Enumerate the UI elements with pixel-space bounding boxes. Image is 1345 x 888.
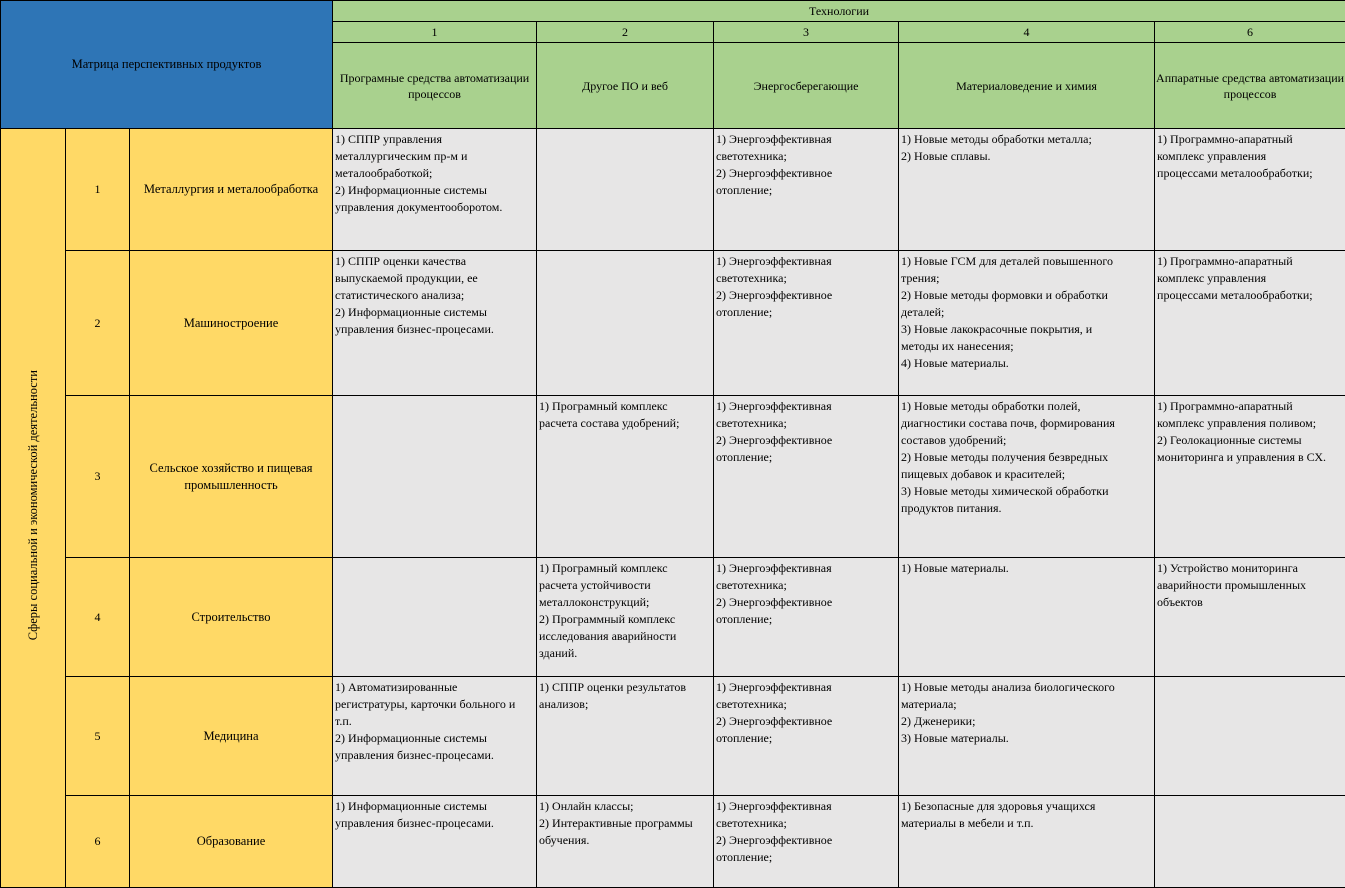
product-item-line: 4) Новые материалы.: [901, 355, 1152, 372]
product-item-line: светотехника;: [716, 270, 896, 287]
product-item-line: исследования аварийности: [539, 628, 711, 645]
product-item-line: 3) Новые методы химической обработки: [901, 483, 1152, 500]
technologies-header: Технологии: [333, 1, 1345, 22]
product-item-line: комплекс управления: [1157, 148, 1343, 165]
product-item-line: 2) Информационные системы: [335, 182, 534, 199]
product-cell: [1155, 396, 1345, 558]
product-item-line: 2) Энергоэффективное: [716, 832, 896, 849]
product-item-line: 1) Програмный комплекс: [539, 398, 711, 415]
product-cell: [1155, 129, 1345, 251]
product-item-line: 1) Автоматизированные: [335, 679, 534, 696]
product-item-line: 1) Новые методы обработки металла;: [901, 131, 1152, 148]
product-item-line: отопление;: [716, 182, 896, 199]
product-item-line: управления документооборотом.: [335, 199, 534, 216]
product-item-line: комплекс управления поливом;: [1157, 415, 1343, 432]
product-cell: [1155, 558, 1345, 677]
product-item-line: металлургическим пр-м и: [335, 148, 534, 165]
product-cell: [1155, 796, 1345, 888]
product-item-line: светотехника;: [716, 577, 896, 594]
product-item-line: мониторинга и управления в СХ.: [1157, 449, 1343, 466]
product-item-line: 1) Энергоэффективная: [716, 679, 896, 696]
product-item-line: металообработкой;: [335, 165, 534, 182]
product-cell: [714, 396, 899, 558]
product-item-line: отопление;: [716, 730, 896, 747]
product-cell: [537, 396, 714, 558]
product-item-line: материалы в мебели и т.п.: [901, 815, 1152, 832]
product-cell: [899, 677, 1155, 796]
product-item-line: 3) Новые материалы.: [901, 730, 1152, 747]
sphere-name: Образование: [130, 796, 333, 888]
product-cell: [537, 129, 714, 251]
product-item-line: 1) СППР оценки качества: [335, 253, 534, 270]
product-item-line: деталей;: [901, 304, 1152, 321]
product-item-line: аварийности промышленных: [1157, 577, 1343, 594]
product-cell: [333, 677, 537, 796]
product-cell: [333, 796, 537, 888]
sphere-number: 3: [66, 396, 130, 558]
product-cell: [714, 558, 899, 677]
product-item-line: анализов;: [539, 696, 711, 713]
product-item-line: 1) Новые ГСМ для деталей повышенного: [901, 253, 1152, 270]
tech-column-number: 1: [333, 22, 537, 43]
product-item-line: 2) Интерактивные программы: [539, 815, 711, 832]
product-cell: [899, 558, 1155, 677]
product-item-line: объектов: [1157, 594, 1343, 611]
tech-column-number: 3: [714, 22, 899, 43]
product-item-line: светотехника;: [716, 148, 896, 165]
sphere-name: Медицина: [130, 677, 333, 796]
product-item-line: 2) Энергоэффективное: [716, 287, 896, 304]
product-cell: [899, 796, 1155, 888]
tech-column-number: 2: [537, 22, 714, 43]
product-item-line: методы их нанесения;: [901, 338, 1152, 355]
product-item-line: светотехника;: [716, 696, 896, 713]
product-item-line: 1) Энергоэффективная: [716, 253, 896, 270]
product-item-line: 2) Энергоэффективное: [716, 713, 896, 730]
product-item-line: управления бизнес-процесами.: [335, 321, 534, 338]
product-item-line: 2) Дженерики;: [901, 713, 1152, 730]
product-cell: [714, 677, 899, 796]
product-item-line: отопление;: [716, 304, 896, 321]
product-item-line: 1) Новые материалы.: [901, 560, 1152, 577]
sphere-number: 5: [66, 677, 130, 796]
sphere-name: Машиностроение: [130, 251, 333, 396]
product-cell: [537, 677, 714, 796]
product-item-line: управления бизнес-процесами.: [335, 815, 534, 832]
tech-column-name: Другое ПО и веб: [537, 43, 714, 129]
product-item-line: регистратуры, карточки больного и: [335, 696, 534, 713]
sphere-number: 4: [66, 558, 130, 677]
matrix-row: [1, 129, 1345, 251]
product-item-line: т.п.: [335, 713, 534, 730]
product-item-line: 1) Программно-апаратный: [1157, 398, 1343, 415]
product-item-line: 2) Программный комплекс: [539, 611, 711, 628]
matrix-row: [1, 558, 1345, 677]
product-item-line: процессами металообработки;: [1157, 287, 1343, 304]
product-item-line: 1) Новые методы анализа биологического: [901, 679, 1152, 696]
sphere-name: Сельское хозяйство и пищевая промышленность: [130, 396, 333, 558]
product-item-line: 3) Новые лакокрасочные покрытия, и: [901, 321, 1152, 338]
product-item-line: светотехника;: [716, 815, 896, 832]
product-item-line: 2) Энергоэффективное: [716, 432, 896, 449]
product-item-line: процессами металообработки;: [1157, 165, 1343, 182]
product-item-line: расчета состава удобрений;: [539, 415, 711, 432]
product-item-line: 2) Энергоэффективное: [716, 594, 896, 611]
sphere-name: Металлургия и металообработка: [130, 129, 333, 251]
product-item-line: выпускаемой продукции, ее: [335, 270, 534, 287]
product-item-line: металлоконструкций;: [539, 594, 711, 611]
matrix-title: Матрица перспективных продуктов: [1, 1, 333, 129]
tech-column-number: 4: [899, 22, 1155, 43]
product-item-line: 1) Устройство мониторинга: [1157, 560, 1343, 577]
product-item-line: 1) Програмный комплекс: [539, 560, 711, 577]
product-cell: [333, 558, 537, 677]
product-item-line: продуктов питания.: [901, 500, 1152, 517]
product-cell: [537, 558, 714, 677]
product-item-line: 1) Энергоэффективная: [716, 398, 896, 415]
product-cell: [333, 251, 537, 396]
product-cell: [899, 251, 1155, 396]
product-cell: [1155, 677, 1345, 796]
product-item-line: трения;: [901, 270, 1152, 287]
tech-column-name: Энергосберегающие: [714, 43, 899, 129]
product-cell: [333, 396, 537, 558]
product-item-line: отопление;: [716, 611, 896, 628]
product-item-line: комплекс управления: [1157, 270, 1343, 287]
product-cell: [714, 796, 899, 888]
product-item-line: 1) Безопасные для здоровья учащихся: [901, 798, 1152, 815]
product-item-line: составов удобрений;: [901, 432, 1152, 449]
tech-column-number: 6: [1155, 22, 1345, 43]
product-item-line: 2) Энергоэффективное: [716, 165, 896, 182]
product-item-line: расчета устойчивости: [539, 577, 711, 594]
product-item-line: 2) Геолокационные системы: [1157, 432, 1343, 449]
product-item-line: 2) Новые методы формовки и обработки: [901, 287, 1152, 304]
product-cell: [714, 129, 899, 251]
product-cell: [1155, 251, 1345, 396]
product-item-line: зданий.: [539, 645, 711, 662]
product-cell: [899, 129, 1155, 251]
matrix-row: [1, 796, 1345, 888]
matrix-row: [1, 396, 1345, 558]
product-item-line: 2) Новые методы получения безвредных: [901, 449, 1152, 466]
tech-column-name: Материаловедение и химия: [899, 43, 1155, 129]
product-item-line: светотехника;: [716, 415, 896, 432]
product-item-line: 2) Новые сплавы.: [901, 148, 1152, 165]
product-item-line: 1) Программно-апаратный: [1157, 253, 1343, 270]
sphere-number: 1: [66, 129, 130, 251]
product-item-line: 1) Программно-апаратный: [1157, 131, 1343, 148]
sphere-name: Строительство: [130, 558, 333, 677]
spheres-label: Сферы социальной и экономической деятельности: [26, 370, 41, 640]
product-item-line: 1) Информационные системы: [335, 798, 534, 815]
product-item-line: 2) Информационные системы: [335, 730, 534, 747]
sphere-number: 2: [66, 251, 130, 396]
tech-column-name: Програмные средства автоматизации процессов: [333, 43, 537, 129]
product-item-line: 1) Энергоэффективная: [716, 560, 896, 577]
sphere-number: 6: [66, 796, 130, 888]
product-item-line: 1) СППР управления: [335, 131, 534, 148]
product-item-line: 1) Новые методы обработки полей,: [901, 398, 1152, 415]
product-item-line: материала;: [901, 696, 1152, 713]
tech-column-name: Аппаратные средства автоматизации процессов: [1155, 43, 1345, 129]
product-cell: [537, 796, 714, 888]
product-item-line: 1) СППР оценки результатов: [539, 679, 711, 696]
product-cell: [899, 396, 1155, 558]
product-item-line: 1) Энергоэффективная: [716, 798, 896, 815]
product-cell: [714, 251, 899, 396]
product-cell: [333, 129, 537, 251]
product-item-line: 1) Онлайн классы;: [539, 798, 711, 815]
matrix-row: [1, 251, 1345, 396]
matrix-row: [1, 677, 1345, 796]
product-item-line: отопление;: [716, 449, 896, 466]
product-item-line: статистического анализа;: [335, 287, 534, 304]
product-item-line: управления бизнес-процесами.: [335, 747, 534, 764]
product-item-line: 2) Информационные системы: [335, 304, 534, 321]
product-cell: [537, 251, 714, 396]
product-item-line: обучения.: [539, 832, 711, 849]
spheres-label-cell: [1, 129, 66, 888]
product-item-line: пищевых добавок и красителей;: [901, 466, 1152, 483]
product-item-line: диагностики состава почв, формирования: [901, 415, 1152, 432]
product-item-line: 1) Энергоэффективная: [716, 131, 896, 148]
product-item-line: отопление;: [716, 849, 896, 866]
